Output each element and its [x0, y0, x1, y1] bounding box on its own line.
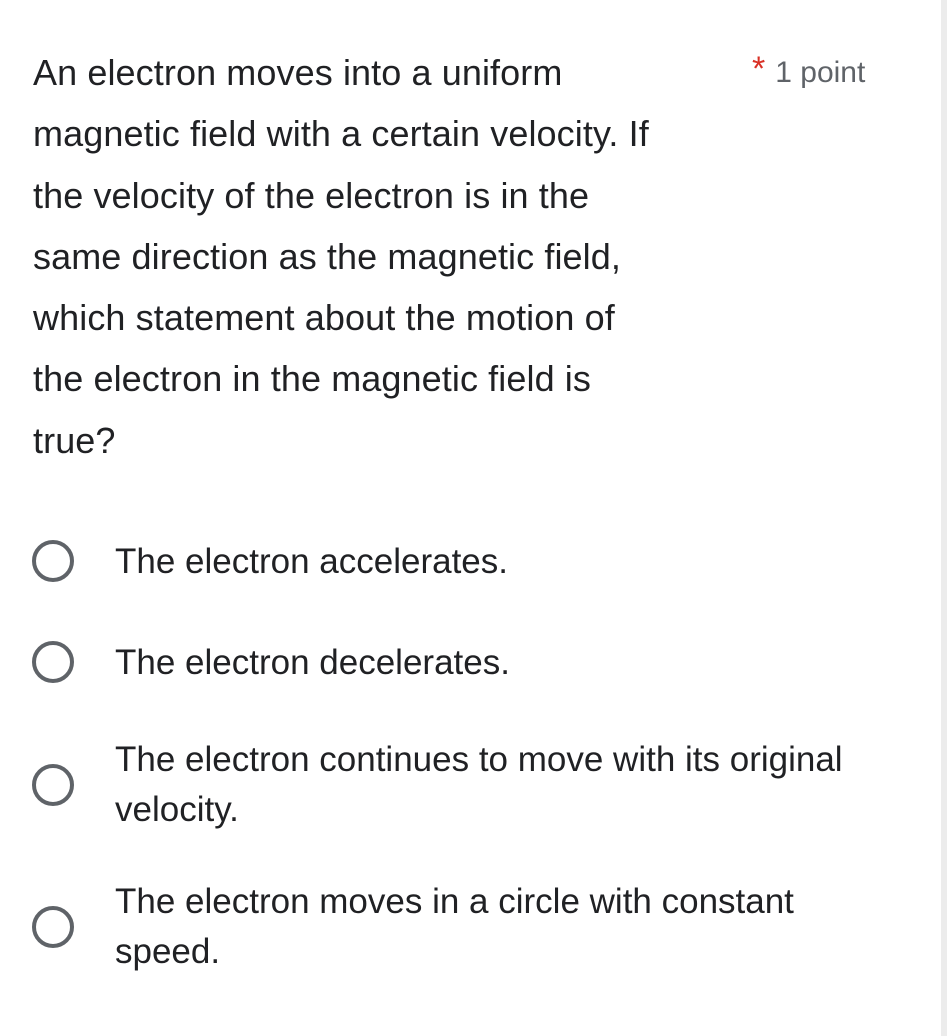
- option-item[interactable]: [0, 540, 941, 590]
- radio-button[interactable]: [32, 906, 74, 948]
- scrollbar-track[interactable]: [941, 0, 947, 1036]
- question-line: true?: [33, 419, 116, 461]
- question-line: the electron in the magnetic field is: [33, 358, 592, 400]
- radio-button[interactable]: [32, 764, 74, 806]
- question-line: which statement about the motion of: [33, 297, 615, 339]
- option-label[interactable]: The electron decelerates.: [115, 643, 510, 682]
- option-label[interactable]: The electron moves in a circle with constant speed.: [115, 882, 794, 971]
- option-label[interactable]: The electron continues to move with its original velocity.: [115, 740, 843, 829]
- question-line: the velocity of the electron is in the: [33, 174, 590, 216]
- radio-button[interactable]: [32, 641, 74, 683]
- question-line: magnetic field with a certain velocity. If: [33, 113, 649, 155]
- question-meta: [752, 52, 865, 94]
- question-title: [33, 42, 753, 471]
- option-item[interactable]: [0, 735, 941, 835]
- option-item[interactable]: [0, 877, 941, 977]
- question-line: An electron moves into a uniform: [33, 52, 563, 93]
- radio-button[interactable]: [32, 540, 74, 582]
- required-asterisk-icon: *: [752, 50, 766, 88]
- option-item[interactable]: [0, 641, 941, 691]
- option-label[interactable]: The electron accelerates.: [115, 542, 508, 581]
- question-line: same direction as the magnetic field,: [33, 235, 621, 277]
- points-label: 1 point: [775, 56, 866, 89]
